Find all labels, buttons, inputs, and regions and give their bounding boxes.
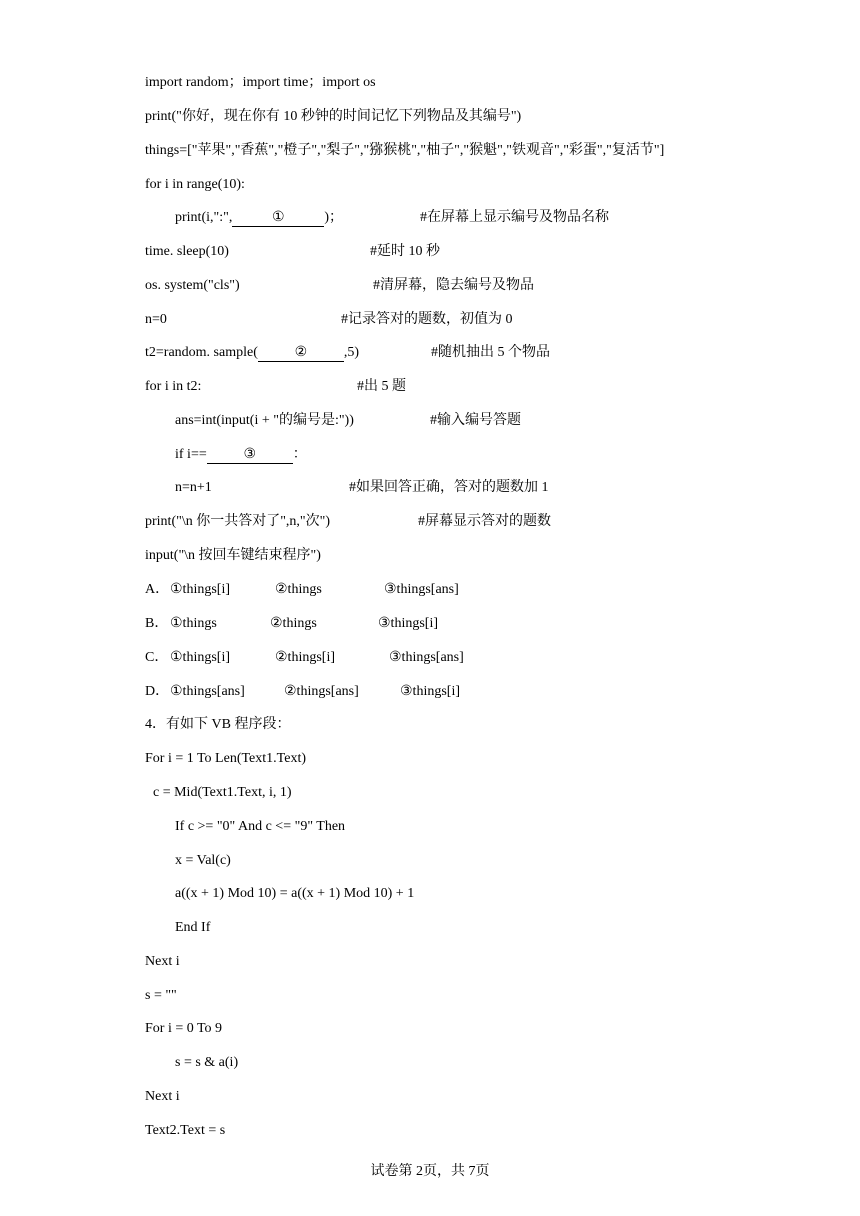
code-line: for i in range(10):: [145, 177, 245, 192]
code-comment: #随机抽出 5 个物品: [431, 345, 550, 360]
option-part: ③things[i]: [378, 616, 438, 631]
option-letter: A．: [145, 582, 170, 597]
code-comment: #如果回答正确，答对的题数加 1: [349, 480, 549, 495]
fill-blank-1: ①: [232, 209, 324, 227]
code-line: [145, 343, 550, 363]
vb-code-line: a((x + 1) Mod 10) = a((x + 1) Mod 10) + 1: [175, 886, 415, 901]
code-text: )；: [324, 210, 343, 225]
code-line: things=["苹果","香蕉","橙子","梨子","猕猴桃","柚子","猴魁","铁观音","彩蛋","复活节"]: [145, 143, 665, 158]
option-part: ③things[i]: [400, 684, 460, 699]
code-text: ：: [292, 447, 307, 462]
code-comment: #记录答对的题数，初值为 0: [341, 312, 513, 327]
page-footer: 试卷第 2页，共 7页: [370, 1164, 490, 1179]
code-text: ans=int(input(i + "的编号是:")): [175, 413, 354, 428]
option-part: ①things[ans]: [170, 684, 245, 699]
code-comment: #输入编号答题: [430, 413, 521, 428]
vb-code-line: c = Mid(Text1.Text, i, 1): [153, 785, 292, 800]
vb-code-line: s = s & a(i): [175, 1055, 239, 1070]
option-part: ②things: [275, 582, 322, 597]
fill-blank-3: ③: [207, 446, 293, 464]
option-letter: B．: [145, 616, 169, 631]
option-part: ②things: [270, 616, 317, 631]
option-d: [145, 682, 460, 702]
code-line: [145, 276, 534, 296]
option-part: ①things[i]: [170, 650, 230, 665]
vb-code-line: Next i: [145, 1089, 180, 1104]
code-text: n=n+1: [175, 480, 212, 495]
code-line: [175, 411, 521, 431]
vb-code-line: For i = 0 To 9: [145, 1021, 223, 1036]
code-comment: #屏幕显示答对的题数: [418, 514, 551, 529]
option-part: ①things: [170, 616, 217, 631]
option-c: [145, 648, 464, 668]
vb-code-line: Text2.Text = s: [145, 1123, 226, 1138]
code-comment: #延时 10 秒: [370, 244, 440, 259]
code-line: [175, 478, 549, 498]
code-text: for i in t2:: [145, 379, 202, 394]
vb-code-line: If c >= "0" And c <= "9" Then: [175, 819, 346, 834]
option-part: ①things[i]: [170, 582, 230, 597]
option-part: ③things[ans]: [389, 650, 464, 665]
option-letter: D．: [145, 684, 170, 699]
vb-code-line: s = "": [145, 988, 177, 1003]
code-text: t2=random. sample(: [145, 345, 258, 360]
code-comment: #出 5 题: [357, 379, 406, 394]
code-text: print("\n 你一共答对了",n,"次"): [145, 514, 331, 529]
option-part: ②things[ans]: [284, 684, 359, 699]
vb-code-line: x = Val(c): [175, 853, 231, 868]
code-comment: #在屏幕上显示编号及物品名称: [420, 210, 609, 225]
option-b: [145, 614, 438, 634]
code-line: [145, 377, 406, 397]
vb-code-line: For i = 1 To Len(Text1.Text): [145, 751, 306, 766]
code-line: input("\n 按回车键结束程序"): [145, 548, 321, 563]
question-4-title: 4．有如下 VB 程序段：: [145, 717, 291, 732]
code-line: [175, 445, 307, 465]
option-a: [145, 580, 459, 600]
code-text: print(i,":",: [175, 210, 233, 225]
code-text: time. sleep(10): [145, 244, 229, 259]
code-text: ,5): [343, 345, 360, 360]
code-line: [145, 310, 513, 330]
code-line: print("你好，现在你有 10 秒钟的时间记忆下列物品及其编号"): [145, 109, 522, 124]
code-text: n=0: [145, 312, 167, 327]
code-line: import random；import time；import os: [145, 75, 376, 90]
option-part: ③things[ans]: [384, 582, 459, 597]
option-letter: C．: [145, 650, 169, 665]
code-line: [145, 242, 440, 262]
fill-blank-2: ②: [258, 344, 344, 362]
code-text: if i==: [175, 447, 207, 462]
code-line: [145, 512, 551, 532]
code-text: os. system("cls"): [145, 278, 240, 293]
option-part: ②things[i]: [275, 650, 335, 665]
code-line: [175, 208, 609, 228]
vb-code-line: Next i: [145, 954, 180, 969]
vb-code-line: End If: [175, 920, 211, 935]
code-comment: #清屏幕，隐去编号及物品: [373, 278, 534, 293]
